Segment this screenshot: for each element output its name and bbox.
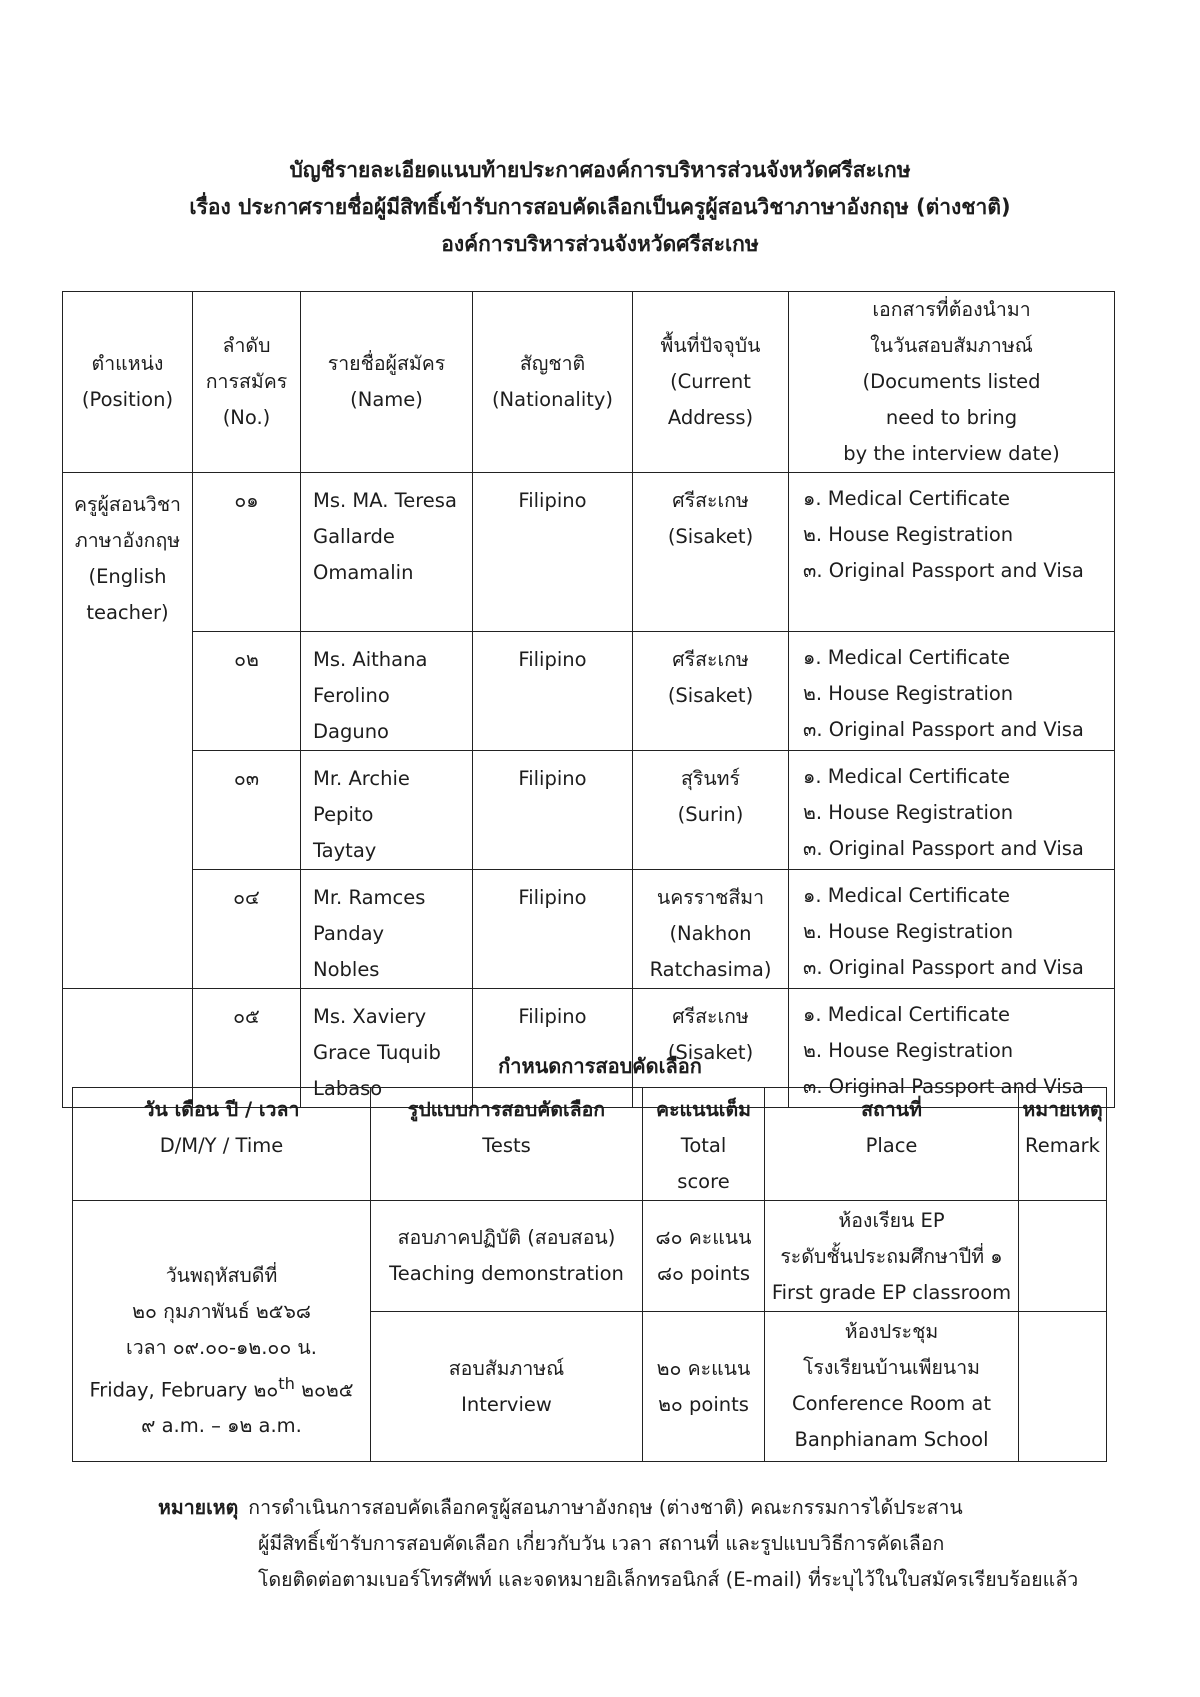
header-address: พื้นที่ปัจจุบัน (Current Address)	[633, 292, 789, 473]
schedule-header-row	[73, 1088, 1107, 1201]
test-type: สอบภาคปฏิบัติ (สอบสอน) Teaching demonstration	[371, 1201, 643, 1312]
header-name: รายชื่อผู้สมัคร (Name)	[301, 292, 473, 473]
table-row	[63, 473, 1115, 632]
schedule-table	[72, 1087, 1107, 1462]
table-row	[63, 631, 1115, 750]
header-tests: รูปแบบการสอบคัดเลือก Tests	[371, 1088, 643, 1201]
applicants-table	[62, 291, 1115, 1108]
applicant-address: ศรีสะเกษ (Sisaket)	[633, 988, 789, 1107]
test-score: ๘๐ คะแนน ๘๐ points	[643, 1201, 765, 1312]
applicants-header-row	[63, 292, 1115, 473]
applicant-name: Ms. Aithana Ferolino Daguno	[301, 631, 473, 750]
schedule-heading: กำหนดการสอบคัดเลือก	[498, 1054, 702, 1078]
applicant-nationality: Filipino	[473, 473, 633, 632]
header-position: ตำแหน่ง (Position)	[63, 292, 193, 473]
header-date: วัน เดือน ปี / เวลา D/M/Y / Time	[73, 1088, 371, 1201]
remark-line-3: โดยติดต่อตามเบอร์โทรศัพท์ และจดหมายอิเล็กทรอนิกส์ (E-mail) ที่ระบุไว้ในใบสมัครเรียบร้อยแล้ว	[258, 1568, 1079, 1591]
applicant-documents: ๑. Medical Certificate ๒. House Registration ๓. Original Passport and Visa	[789, 473, 1115, 632]
applicant-no: ๐๓	[193, 750, 301, 869]
header-no: ลำดับ การสมัคร (No.)	[193, 292, 301, 473]
position-cell-continued	[63, 869, 193, 988]
header-remark: หมายเหตุ Remark	[1019, 1088, 1107, 1201]
applicant-address: สุรินทร์ (Surin)	[633, 750, 789, 869]
header-documents: เอกสารที่ต้องนำมา ในวันสอบสัมภาษณ์ (Documents listed need to bring by the interview date)	[789, 292, 1115, 473]
position-cell: ครูผู้สอนวิชา ภาษาอังกฤษ (English teacher)	[63, 473, 193, 632]
applicant-no: ๐๑	[193, 473, 301, 632]
document-title	[0, 152, 1200, 263]
applicant-address: นครราชสีมา (Nakhon Ratchasima)	[633, 869, 789, 988]
test-remark	[1019, 1201, 1107, 1312]
test-place: ห้องประชุม โรงเรียนบ้านเพียนาม Conference Room at Banphianam School	[765, 1312, 1019, 1462]
applicant-documents: ๑. Medical Certificate ๒. House Registration ๓. Original Passport and Visa	[789, 988, 1115, 1107]
test-place: ห้องเรียน EP ระดับชั้นประถมศึกษาปีที่ ๑ First grade EP classroom	[765, 1201, 1019, 1312]
test-type: สอบสัมภาษณ์ Interview	[371, 1312, 643, 1462]
applicant-documents: ๑. Medical Certificate ๒. House Registration ๓. Original Passport and Visa	[789, 750, 1115, 869]
remark-note	[158, 1490, 1078, 1598]
exam-date-cell: วันพฤหัสบดีที่ ๒๐ กุมภาพันธ์ ๒๕๖๘ เวลา ๐๙.๐๐-๑๒.๐๐ น. Friday, February ๒๐$^{th}$ ๒๐๒๕ ๙ a.m. – ๑๒ a.m.	[73, 1201, 371, 1462]
applicant-nationality: Filipino	[473, 750, 633, 869]
test-remark	[1019, 1312, 1107, 1462]
header-score: คะแนนเต็ม Total score	[643, 1088, 765, 1201]
applicant-nationality: Filipino	[473, 631, 633, 750]
remark-line-2: ผู้มีสิทธิ์เข้ารับการสอบคัดเลือก เกี่ยวกับวัน เวลา สถานที่ และรูปแบบวิธีการคัดเลือก	[258, 1532, 945, 1555]
test-score: ๒๐ คะแนน ๒๐ points	[643, 1312, 765, 1462]
table-row	[63, 750, 1115, 869]
applicant-name: Mr. Archie Pepito Taytay	[301, 750, 473, 869]
applicant-no: ๐๕	[193, 988, 301, 1107]
applicant-name: Mr. Ramces Panday Nobles	[301, 869, 473, 988]
remark-line-1: การดำเนินการสอบคัดเลือกครูผู้สอนภาษาอังกฤษ (ต่างชาติ) คณะกรรมการได้ประสาน	[248, 1496, 963, 1519]
title-line-1: บัญชีรายละเอียดแนบท้ายประกาศองค์การบริหารส่วนจังหวัดศรีสะเกษ	[289, 158, 911, 182]
table-row	[63, 869, 1115, 988]
applicant-name: Ms. Xaviery Grace Tuquib Labaso	[301, 988, 473, 1107]
applicant-address: ศรีสะเกษ (Sisaket)	[633, 473, 789, 632]
applicant-no: ๐๒	[193, 631, 301, 750]
applicant-nationality: Filipino	[473, 869, 633, 988]
position-cell-continued	[63, 750, 193, 869]
header-nationality: สัญชาติ (Nationality)	[473, 292, 633, 473]
header-place: สถานที่ Place	[765, 1088, 1019, 1201]
applicant-documents: ๑. Medical Certificate ๒. House Registration ๓. Original Passport and Visa	[789, 631, 1115, 750]
table-row	[73, 1201, 1107, 1312]
applicant-address: ศรีสะเกษ (Sisaket)	[633, 631, 789, 750]
applicant-name: Ms. MA. Teresa Gallarde Omamalin	[301, 473, 473, 632]
position-cell-continued	[63, 631, 193, 750]
title-line-2: เรื่อง ประกาศรายชื่อผู้มีสิทธิ์เข้ารับการสอบคัดเลือกเป็นครูผู้สอนวิชาภาษาอังกฤษ (ต่างชาติ)	[189, 195, 1011, 219]
remark-label: หมายเหตุ	[158, 1496, 239, 1519]
applicant-nationality: Filipino	[473, 988, 633, 1107]
title-line-3: องค์การบริหารส่วนจังหวัดศรีสะเกษ	[441, 232, 759, 256]
applicant-documents: ๑. Medical Certificate ๒. House Registration ๓. Original Passport and Visa	[789, 869, 1115, 988]
applicant-no: ๐๔	[193, 869, 301, 988]
